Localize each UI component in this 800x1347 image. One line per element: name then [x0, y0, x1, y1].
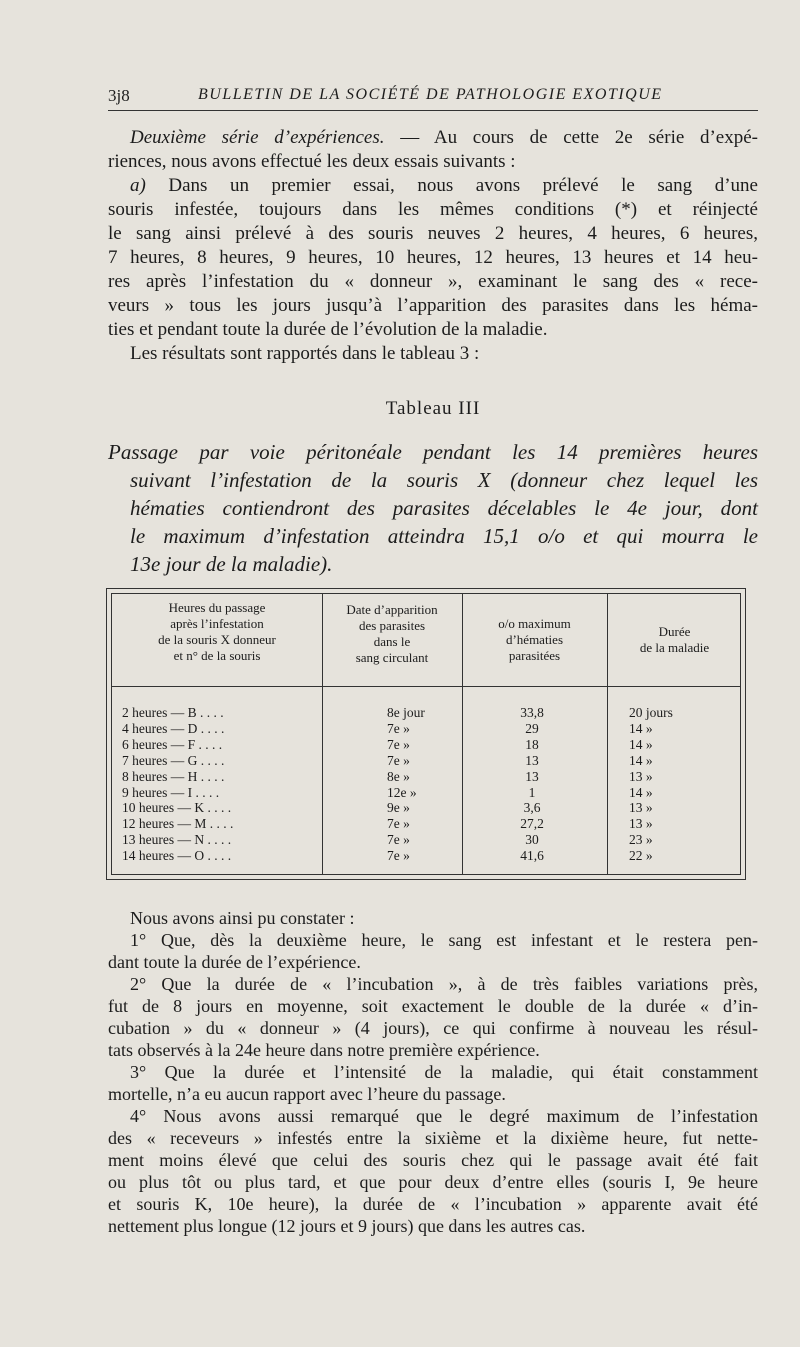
- intro-line: veurs » tous les jours jusqu’à l’apparition des parasites dans les héma-: [108, 295, 758, 316]
- row-hours-cell: 6 heures — F . . . .: [122, 736, 223, 752]
- header-duration: [607, 624, 742, 656]
- intro-line: riences, nous avons effectué les deux essais suivants :: [108, 151, 516, 172]
- row-max-cell: 13: [525, 768, 539, 784]
- row-duration-cell: 14 »: [629, 752, 653, 768]
- intro-line: souris infestée, toujours dans les mêmes conditions (*) et réinjecté: [108, 199, 758, 220]
- conclusion-line: 1° Que, dès la deuxième heure, le sang est infestant et le restera pen-: [130, 930, 758, 950]
- row-max-cell: 41,6: [520, 848, 544, 864]
- caption-line: 13e jour de la maladie).: [130, 552, 333, 576]
- row-hours-cell: 13 heures — N . . . .: [122, 832, 232, 848]
- caption-line: le maximum d’infestation atteindra 15,1 o/o et qui mourra le: [130, 524, 758, 548]
- data-table: [106, 588, 746, 880]
- table-frame: [111, 593, 741, 875]
- conclusion-line: des « receveurs » infestés entre la sixième et la dixième heure, fut nette-: [108, 1128, 758, 1148]
- row-hours-cell: 10 heures — K . . . .: [122, 800, 232, 816]
- header-text: Date d’apparition: [346, 602, 438, 617]
- row-max-cell: 30: [525, 832, 539, 848]
- conclusion-line: 2° Que la durée de « l’incubation », à de très faibles variations près,: [130, 974, 758, 994]
- header-text: dans le: [373, 634, 411, 649]
- conclusion-line: cubation » du « donneur » (4 jours), ce qui confirme à nouveau les résul-: [108, 1018, 758, 1038]
- row-max-cell: 33,8: [520, 705, 544, 720]
- row-hours-cell: 14 heures — O . . . .: [122, 848, 232, 864]
- row-date-cell: 9e »: [387, 800, 410, 816]
- header-date: [322, 602, 462, 666]
- row-hours-cell: 8 heures — H . . . .: [122, 768, 225, 784]
- intro-line: [130, 174, 758, 198]
- row-duration-cell: 14 »: [629, 784, 653, 800]
- intro-line: res après l’infestation du « donneur », examinant le sang des « rece-: [108, 271, 758, 292]
- conclusion-line: 3° Que la durée et l’intensité de la maladie, qui était constamment: [130, 1062, 758, 1082]
- row-hours-cell: 9 heures — I . . . .: [122, 784, 220, 800]
- intro-line: 7 heures, 8 heures, 9 heures, 10 heures, 12 heures, 13 heures et 14 heu-: [108, 247, 758, 268]
- row-duration-cell: 23 »: [629, 832, 653, 848]
- page-number: 3j8: [108, 86, 130, 105]
- row-duration-cell: 14 »: [629, 736, 653, 752]
- intro-text: — Au cours de cette 2e série d’expé-: [384, 127, 758, 148]
- row-date-cell: 8e »: [387, 768, 410, 784]
- row-date-cell: 12e »: [387, 784, 417, 800]
- row-date-cell: 7e »: [387, 720, 410, 736]
- row-duration-cell: 14 »: [629, 720, 653, 736]
- intro-line: [130, 126, 758, 150]
- header-text: Durée: [658, 624, 691, 639]
- conclusion-line: fut de 8 jours en moyenne, soit exactement le double de la durée « d’in-: [108, 996, 758, 1016]
- running-title: BULLETIN DE LA SOCIÉTÉ DE PATHOLOGIE EXOTIQUE: [198, 86, 663, 103]
- header-text: Heures du passage: [168, 600, 266, 615]
- caption-line: Passage par voie péritonéale pendant les 14 premières heures: [108, 440, 758, 464]
- header-hours: [112, 600, 322, 664]
- caption-line: hématies contiendront des parasites décelables le 4e jour, dont: [130, 496, 758, 520]
- header-text: après l’infestation: [170, 616, 264, 631]
- intro-italic: Deuxième série d’expériences.: [130, 127, 385, 148]
- conclusion-line: ou plus tôt ou plus tard, et que pour deux d’entre elles (souris I, 9e heure: [108, 1172, 758, 1192]
- page-header: [108, 80, 758, 111]
- row-duration-cell: 20 jours: [629, 705, 673, 720]
- row-date-cell: 7e »: [387, 736, 410, 752]
- header-divider: [112, 686, 740, 687]
- header-text: o/o maximum: [498, 616, 571, 631]
- intro-line: ties et pendant toute la durée de l’évolution de la maladie.: [108, 319, 548, 340]
- row-date-cell: 8e jour: [387, 705, 425, 720]
- header-text: et n° de la souris: [173, 648, 261, 663]
- row-max-cell: 1: [528, 784, 536, 800]
- conclusion-line: mortelle, n’a eu aucun rapport avec l’heure du passage.: [108, 1084, 506, 1104]
- intro-text: Dans un premier essai, nous avons prélevé le sang d’une: [145, 175, 758, 196]
- row-max-cell: 29: [525, 720, 539, 736]
- header-text: de la maladie: [639, 640, 710, 655]
- row-hours-cell: 2 heures — B . . . .: [122, 705, 224, 720]
- row-duration-cell: 22 »: [629, 848, 653, 864]
- row-max-cell: 13: [525, 752, 539, 768]
- row-max-cell: 27,2: [520, 816, 544, 832]
- conclusion-line: tats observés à la 24e heure dans notre première expérience.: [108, 1040, 540, 1060]
- conclusion-line: ment moins élevé que celui des souris chez qui le passage avait été fait: [108, 1150, 758, 1170]
- row-date-cell: 7e »: [387, 816, 410, 832]
- header-text: des parasites: [358, 618, 426, 633]
- header-max: [462, 616, 607, 664]
- intro-italic: a): [130, 175, 146, 196]
- conclusion-line: nettement plus longue (12 jours et 9 jours) que dans les autres cas.: [108, 1216, 586, 1236]
- caption-line: suivant l’infestation de la souris X (donneur chez lequel les: [130, 468, 758, 492]
- intro-line: le sang ainsi prélevé à des souris neuves 2 heures, 4 heures, 6 heures,: [108, 223, 758, 244]
- row-hours-cell: 12 heures — M . . . .: [122, 816, 234, 832]
- row-hours-cell: 4 heures — D . . . .: [122, 720, 225, 736]
- header-text: d’hématies: [505, 632, 564, 647]
- row-date-cell: 7e »: [387, 832, 410, 848]
- row-duration-cell: 13 »: [629, 800, 653, 816]
- header-text: sang circulant: [355, 650, 429, 665]
- conclusion-line: dant toute la durée de l’expérience.: [108, 952, 361, 972]
- row-max-cell: 18: [525, 736, 539, 752]
- row-date-cell: 7e »: [387, 848, 410, 864]
- row-date-cell: 7e »: [387, 752, 410, 768]
- header-text: parasitées: [508, 648, 561, 663]
- conclusion-line: Nous avons ainsi pu constater :: [130, 908, 355, 928]
- conclusion-line: et souris K, 10e heure), la durée de « l’incubation » apparente avait été: [108, 1194, 758, 1214]
- row-hours-cell: 7 heures — G . . . .: [122, 752, 225, 768]
- header-text: de la souris X donneur: [158, 632, 276, 647]
- table-title: Tableau III: [385, 398, 481, 419]
- row-duration-cell: 13 »: [629, 816, 653, 832]
- row-max-cell: 3,6: [523, 800, 541, 816]
- row-duration-cell: 13 »: [629, 768, 653, 784]
- conclusion-line: 4° Nous avons aussi remarqué que le degré maximum de l’infestation: [130, 1106, 758, 1126]
- intro-line: Les résultats sont rapportés dans le tableau 3 :: [130, 343, 480, 364]
